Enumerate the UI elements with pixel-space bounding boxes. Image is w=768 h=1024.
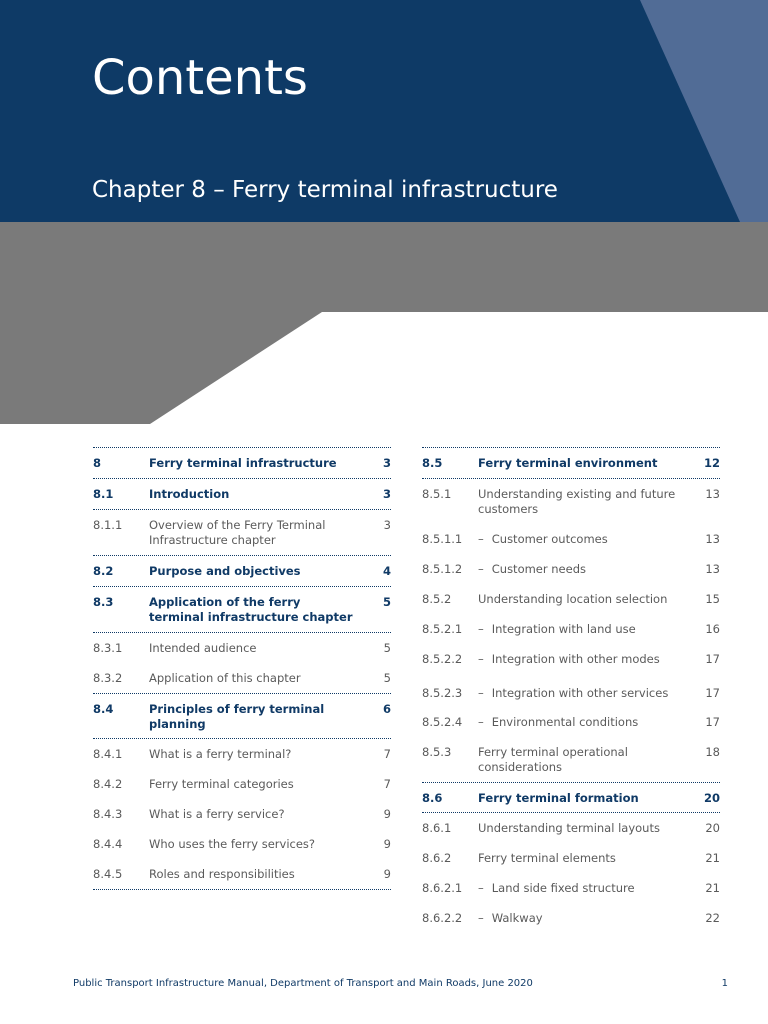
header-banner <box>0 0 768 424</box>
toc-label <box>478 532 690 547</box>
toc-entry[interactable] <box>422 554 720 584</box>
toc-page: 21 <box>705 881 720 895</box>
toc-label <box>478 652 690 667</box>
toc-entry[interactable] <box>93 859 391 890</box>
footer-text: Public Transport Infrastructure Manual, Department of Transport and Main Roads, June 2020 <box>73 978 533 989</box>
toc-right-column <box>422 447 720 933</box>
toc-entry[interactable] <box>93 799 391 829</box>
toc-entry[interactable] <box>422 813 720 843</box>
toc-page: 21 <box>705 851 720 865</box>
toc-label <box>478 715 690 730</box>
toc-label: Understanding terminal layouts <box>478 821 660 835</box>
toc-entry[interactable] <box>93 479 391 510</box>
toc-label-text: Integration with other modes <box>491 652 660 666</box>
toc-label: Ferry terminal formation <box>478 791 639 805</box>
footer-page-number: 1 <box>721 978 728 989</box>
toc-page: 9 <box>383 837 391 851</box>
toc-page: 4 <box>382 564 391 578</box>
dash-marker: – <box>478 652 484 666</box>
toc-label: Overview of the Ferry Terminal Infrastructure chapter <box>149 518 326 547</box>
toc-page: 20 <box>705 821 720 835</box>
toc-entry[interactable] <box>422 707 720 737</box>
toc-entry[interactable] <box>93 769 391 799</box>
toc-left-column <box>93 447 391 890</box>
toc-page: 7 <box>383 747 391 761</box>
toc-label-text: Customer needs <box>491 562 586 576</box>
toc-label: What is a ferry service? <box>149 807 285 821</box>
toc-label: Principles of ferry terminal planning <box>149 702 325 731</box>
toc-label <box>478 622 690 637</box>
toc-number: 8.1.1 <box>93 518 123 532</box>
toc-entry[interactable] <box>93 739 391 769</box>
toc-entry[interactable] <box>422 873 720 903</box>
toc-label-text: Integration with land use <box>491 622 636 636</box>
toc-entry[interactable] <box>93 587 391 633</box>
chapter-subtitle: Chapter 8 – Ferry terminal infrastructure <box>92 177 558 203</box>
toc-label-text: Integration with other services <box>491 686 669 700</box>
toc-number: 8.4.1 <box>93 747 123 761</box>
toc-entry[interactable] <box>93 694 391 739</box>
toc-label-text: Walkway <box>491 911 543 925</box>
toc-entry[interactable] <box>93 510 391 556</box>
toc-page: 5 <box>382 595 391 609</box>
toc-number: 8.2 <box>93 564 114 578</box>
toc-label: Application of the ferry terminal infrastructure chapter <box>149 595 353 624</box>
toc-entry[interactable] <box>422 448 720 479</box>
toc-entry[interactable] <box>422 678 720 707</box>
toc-label <box>478 562 690 577</box>
toc-number: 8.4.3 <box>93 807 123 821</box>
toc-label-text: Environmental conditions <box>491 715 639 729</box>
toc-entry[interactable] <box>93 633 391 663</box>
toc-number: 8.6.2.1 <box>422 881 463 895</box>
toc-page: 3 <box>382 456 391 470</box>
toc-entry[interactable] <box>422 644 720 678</box>
toc-page: 17 <box>705 686 720 700</box>
toc-number: 8.6.2 <box>422 851 452 865</box>
toc-label: Ferry terminal categories <box>149 777 294 791</box>
toc-entry[interactable] <box>422 479 720 524</box>
page-title: Contents <box>92 50 308 106</box>
toc-page: 15 <box>705 592 720 606</box>
toc-entry[interactable] <box>422 903 720 933</box>
toc-label <box>478 881 690 896</box>
toc-entry[interactable] <box>422 524 720 554</box>
dash-marker: – <box>478 532 484 546</box>
toc-number: 8.4.5 <box>93 867 123 881</box>
toc-label <box>478 686 690 701</box>
toc-page: 20 <box>703 791 720 805</box>
toc-number: 8.5 <box>422 456 443 470</box>
toc-page: 13 <box>705 532 720 546</box>
toc-page: 18 <box>705 745 720 759</box>
toc-label-text: Customer outcomes <box>491 532 608 546</box>
toc-number: 8.6.2.2 <box>422 911 463 925</box>
toc-number: 8.5.2.2 <box>422 652 463 666</box>
toc-label: Understanding location selection <box>478 592 668 606</box>
toc-number: 8 <box>93 456 102 470</box>
toc-page: 9 <box>383 867 391 881</box>
toc-number: 8.6.1 <box>422 821 452 835</box>
toc-label: Ferry terminal operational considerations <box>478 745 628 774</box>
toc-entry[interactable] <box>422 614 720 644</box>
toc-label: Ferry terminal elements <box>478 851 616 865</box>
dash-marker: – <box>478 715 484 729</box>
toc-number: 8.5.1.2 <box>422 562 463 576</box>
toc-page: 6 <box>382 702 391 716</box>
dash-marker: – <box>478 911 484 925</box>
toc-number: 8.5.3 <box>422 745 452 759</box>
toc-page: 13 <box>705 562 720 576</box>
toc-page: 7 <box>383 777 391 791</box>
toc-page: 17 <box>705 715 720 729</box>
toc-page: 17 <box>705 652 720 666</box>
toc-label: Ferry terminal infrastructure <box>149 456 337 470</box>
toc-entry[interactable] <box>422 783 720 813</box>
toc-number: 8.3 <box>93 595 114 609</box>
toc-number: 8.1 <box>93 487 114 501</box>
toc-number: 8.4.2 <box>93 777 123 791</box>
toc-label <box>478 911 690 926</box>
toc-number: 8.4 <box>93 702 114 716</box>
toc-number: 8.5.2.3 <box>422 686 463 700</box>
toc-page: 9 <box>383 807 391 821</box>
toc-page: 22 <box>705 911 720 925</box>
toc-page: 12 <box>703 456 720 470</box>
toc-page: 3 <box>383 518 391 532</box>
toc-label: Roles and responsibilities <box>149 867 295 881</box>
dash-marker: – <box>478 686 484 700</box>
toc-label: Who uses the ferry services? <box>149 837 316 851</box>
toc-entry[interactable] <box>422 843 720 873</box>
toc-label: Understanding existing and future customers <box>478 487 676 516</box>
toc-label-text: Land side fixed structure <box>491 881 635 895</box>
page-footer <box>73 978 728 989</box>
toc-number: 8.5.2.1 <box>422 622 463 636</box>
toc-entry[interactable] <box>93 556 391 587</box>
toc-label: What is a ferry terminal? <box>149 747 292 761</box>
toc-page: 3 <box>382 487 391 501</box>
toc-label: Ferry terminal environment <box>478 456 658 470</box>
toc-entry[interactable] <box>93 829 391 859</box>
toc-label: Application of this chapter <box>149 671 301 685</box>
toc-label: Introduction <box>149 487 230 501</box>
dash-marker: – <box>478 881 484 895</box>
toc-number: 8.5.1 <box>422 487 452 501</box>
dash-marker: – <box>478 562 484 576</box>
toc-entry[interactable] <box>422 737 720 783</box>
toc-number: 8.6 <box>422 791 443 805</box>
toc-page: 13 <box>705 487 720 501</box>
toc-number: 8.5.2 <box>422 592 452 606</box>
toc-label: Intended audience <box>149 641 257 655</box>
dash-marker: – <box>478 622 484 636</box>
toc-page: 16 <box>705 622 720 636</box>
toc-entry[interactable] <box>422 584 720 614</box>
toc-number: 8.4.4 <box>93 837 123 851</box>
toc-entry[interactable] <box>93 448 391 479</box>
toc-label: Purpose and objectives <box>149 564 301 578</box>
toc-number: 8.5.2.4 <box>422 715 463 729</box>
toc-number: 8.3.1 <box>93 641 123 655</box>
toc-entry[interactable] <box>93 663 391 694</box>
toc-page: 5 <box>383 641 391 655</box>
toc-page: 5 <box>383 671 391 685</box>
toc-number: 8.3.2 <box>93 671 123 685</box>
banner-grey-band <box>0 222 768 424</box>
toc-number: 8.5.1.1 <box>422 532 463 546</box>
